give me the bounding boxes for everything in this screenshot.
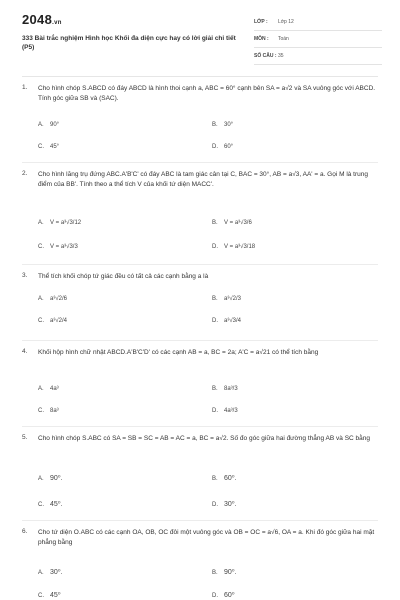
option-letter: D.: [212, 593, 218, 599]
option-b[interactable]: [212, 122, 233, 128]
meta-label: SỐ CÂU :: [254, 53, 277, 59]
option-letter: B.: [212, 122, 218, 128]
question-text: Khối hộp hình chữ nhật ABCD.A'B'C'D' có các cạnh AB = a, BC = 2a; A'C = a√21 có thể tích bằng: [38, 349, 319, 356]
option-d[interactable]: [212, 144, 233, 150]
option-text: 30⁰.: [224, 501, 237, 508]
option-b[interactable]: [212, 296, 241, 302]
option-letter: A.: [38, 122, 44, 128]
option-letter: C.: [38, 144, 44, 150]
option-letter: C.: [38, 318, 44, 324]
option-letter: D.: [212, 318, 218, 324]
option-a[interactable]: [38, 220, 81, 226]
meta-row-grade: [254, 16, 382, 31]
option-letter: B.: [212, 296, 218, 302]
option-letter: C.: [38, 244, 44, 250]
option-a[interactable]: [38, 568, 63, 576]
option-text: 90⁰.: [50, 475, 63, 482]
question-number: 3.: [22, 272, 28, 279]
option-text: 60⁰.: [224, 475, 237, 482]
option-c[interactable]: [38, 318, 67, 324]
option-text: 8a³/3: [224, 386, 238, 392]
option-text: V = a³√3/18: [224, 244, 256, 250]
question-5: [22, 434, 378, 522]
option-c[interactable]: [38, 408, 59, 414]
option-d[interactable]: [212, 500, 237, 508]
option-text: 90⁰.: [224, 569, 237, 576]
option-letter: B.: [212, 476, 218, 482]
question-number: 5.: [22, 434, 28, 441]
meta-value: 35: [278, 53, 284, 59]
logo-main: 2048: [22, 12, 53, 27]
meta-panel: [254, 16, 382, 67]
question-number: 2.: [22, 170, 28, 177]
option-text: a³√2/4: [50, 318, 67, 324]
option-text: V = a³√3/3: [50, 244, 78, 250]
option-b[interactable]: [212, 474, 237, 482]
option-letter: A.: [38, 220, 44, 226]
header-divider: [22, 76, 378, 77]
site-logo[interactable]: [22, 12, 62, 27]
option-text: 4a³/3: [224, 408, 238, 414]
option-letter: A.: [38, 476, 44, 482]
option-text: a³√3/4: [224, 318, 241, 324]
document-title: 333 Bài trắc nghiệm Hình học Khối đa diện cực hay có lời giải chi tiết (P5): [22, 35, 236, 51]
question-1: [22, 84, 378, 164]
option-d[interactable]: [212, 244, 255, 250]
option-d[interactable]: [212, 318, 241, 324]
question-number: 1.: [22, 84, 28, 91]
question-text: Cho tứ diện O.ABC có các cạnh OA, OB, OC đôi một vuông góc và OB = OC = a√6, OA = a. Khi đó góc giữa hai mặt phẳng bằng: [38, 529, 375, 546]
option-letter: C.: [38, 593, 44, 599]
meta-value: Lớp 12: [278, 19, 294, 25]
meta-label: LỚP :: [254, 19, 268, 25]
option-text: 8a³: [50, 408, 59, 414]
option-letter: C.: [38, 502, 44, 508]
option-text: 60°: [224, 144, 234, 150]
option-c[interactable]: [38, 244, 78, 250]
option-a[interactable]: [38, 296, 67, 302]
question-6: [22, 528, 378, 598]
question-separator: [22, 520, 378, 521]
option-text: V = a³√3/12: [50, 220, 82, 226]
option-text: 60⁰: [224, 592, 235, 599]
option-d[interactable]: [212, 591, 235, 599]
option-a[interactable]: [38, 474, 63, 482]
option-letter: A.: [38, 570, 44, 576]
option-letter: D.: [212, 244, 218, 250]
option-letter: B.: [212, 386, 218, 392]
option-letter: C.: [38, 408, 44, 414]
option-letter: A.: [38, 386, 44, 392]
option-a[interactable]: [38, 122, 59, 128]
option-text: 4a³: [50, 386, 59, 392]
question-separator: [22, 264, 378, 265]
option-letter: B.: [212, 220, 218, 226]
option-text: 45⁰.: [50, 501, 63, 508]
option-text: 45⁰: [50, 592, 61, 599]
question-separator: [22, 340, 378, 341]
option-letter: B.: [212, 570, 218, 576]
option-b[interactable]: [212, 568, 237, 576]
worksheet-header: [22, 10, 382, 70]
question-separator: [22, 426, 378, 427]
option-text: 30°: [224, 122, 234, 128]
logo-suffix: .vn: [52, 20, 62, 26]
question-text: Cho hình chóp S.ABC có SA = SB = SC = AB = AC = a, BC = a√2. Số đo góc giữa hai đường thẳng AB và SC bằng: [38, 435, 370, 442]
meta-label: MÔN :: [254, 36, 269, 42]
option-b[interactable]: [212, 386, 238, 392]
question-3: [22, 272, 378, 342]
option-c[interactable]: [38, 591, 61, 599]
option-text: 45°: [50, 144, 60, 150]
option-text: a³√2/6: [50, 296, 67, 302]
option-letter: D.: [212, 144, 218, 150]
option-letter: D.: [212, 408, 218, 414]
question-number: 4.: [22, 348, 28, 355]
option-text: V = a³√3/6: [224, 220, 252, 226]
option-text: a³√2/3: [224, 296, 241, 302]
option-b[interactable]: [212, 220, 252, 226]
meta-row-subject: [254, 33, 382, 48]
question-separator: [22, 162, 378, 163]
option-c[interactable]: [38, 500, 63, 508]
option-letter: D.: [212, 502, 218, 508]
meta-row-count: [254, 50, 382, 65]
option-c[interactable]: [38, 144, 59, 150]
question-text: Thể tích khối chóp tứ giác đều có tất cả các cạnh bằng a là: [38, 273, 209, 280]
option-d[interactable]: [212, 408, 238, 414]
meta-value: Toán: [278, 36, 289, 42]
option-text: 90°: [50, 122, 60, 128]
option-text: 30⁰.: [50, 569, 63, 576]
question-text: Cho hình chóp S.ABCD có đáy ABCD là hình thoi cạnh a, ABC = 60° cạnh bên SA = a√2 và SA vuông góc với ABCD. Tính góc giữa SB và (SAC).: [38, 85, 376, 102]
option-letter: A.: [38, 296, 44, 302]
question-2: [22, 170, 378, 266]
question-text: Cho hình lăng trụ đứng ABC.A'B'C' có đáy ABC là tam giác cân tại C, BAC = 30°, AB = a√3, AA' = a. Gọi M là trung điểm của BB'. Tính theo a thể tích V của khối tứ diện MACC'.: [38, 171, 369, 188]
option-a[interactable]: [38, 386, 59, 392]
question-4: [22, 348, 378, 428]
question-number: 6.: [22, 528, 28, 535]
